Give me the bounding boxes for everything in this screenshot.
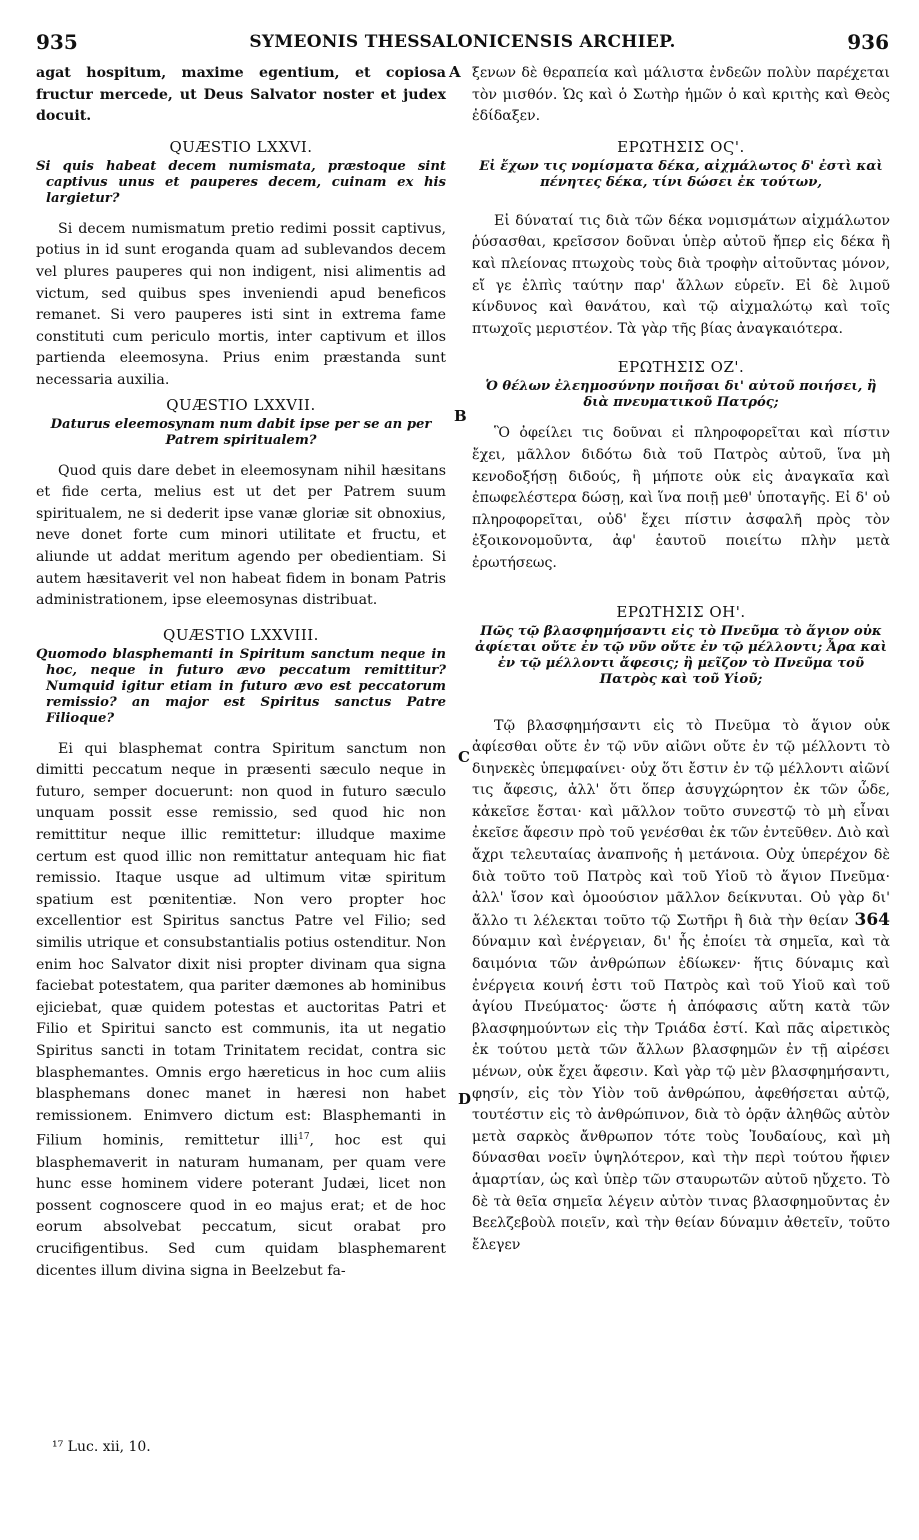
latin-q76-heading: QUÆSTIO LXXVI.	[169, 137, 313, 156]
greek-q78-title: Πῶς τῷ βλασφημήσαντι εἰς τὸ Πνεῦμα τὸ ἅγιον οὐκ ἀφίεται οὔτε ἐν τῷ νῦν οὔτε ἐν τῷ μέλλοντι; Ἆρα καὶ ἐν τῷ μέλλοντι ἄφεσις; ἢ μεῖζον τὸ Πνεῦμα τοῦ Πατρὸς καὶ τοῦ Υἱοῦ;	[475, 623, 887, 687]
latin-q77-title: Daturus eleemosynam num dabit ipse per se an per Patrem spiritualem?	[50, 416, 432, 448]
margin-marker-a: A	[449, 63, 461, 81]
latin-q78-body	[36, 739, 446, 1283]
greek-column	[472, 63, 890, 1256]
margin-marker-c: C	[458, 748, 470, 766]
latin-column	[36, 63, 446, 1282]
page-reference-number: 364	[854, 909, 890, 930]
latin-q77-body: Quod quis dare debet in eleemosynam nihil hæsitans et fide certa, melius est ut det per Patrem suum spiritualem, ne si dederit ipse vanæ gloriæ sit obnoxius, neve donet forte cum minori utilitate et fructu, et aliunde ut addat meritum agendo per obedientiam. Si autem hæsitaverit vel non habeat fidem in bonam Patris administrationem, ipse eleemosynas distribuat.	[36, 462, 446, 609]
footnote-mark: 17	[298, 1132, 310, 1143]
greek-q76-body: Εἰ δύναταί τις διὰ τῶν δέκα νομισμάτων αἰχμάλωτον ῥύσασθαι, κρεῖσσον δοῦναι ὑπὲρ αὐτοῦ ἤπερ εἰς δέκα ἢ καὶ πλείονας πτωχοὺς τοὺς διὰ τροφὴν αἰτοῦντας μόνον, εἴ γε ἐλπὶς ταύτην παρ' ἄλλων εὑρεῖν. Εἰ δὲ λιμοῦ κίνδυνος καὶ θανάτου, καὶ τῷ αἰχμαλώτῳ καὶ τοῖς πτωχοῖς μεριστέον. Τὰ γὰρ τῆς βίας ἀναγκαιότερα.	[472, 212, 890, 337]
greek-q76-title: Εἰ ἔχων τις νομίσματα δέκα, αἰχμάλωτος δ' ἐστὶ καὶ πένητες δέκα, τίνι δώσει ἐκ τούτων,	[479, 158, 883, 190]
greek-q76-heading: ΕΡΩΤΗΣΙΣ ΟϚ'.	[617, 137, 745, 156]
margin-marker-b: B	[454, 407, 467, 425]
greek-q77-title: Ὁ θέλων ἐλεημοσύνην ποιῆσαι δι' αὐτοῦ ποιήσει, ἢ διὰ πνευματικοῦ Πατρός;	[485, 379, 877, 411]
greek-q78-heading: ΕΡΩΤΗΣΙΣ ΟΗ'.	[616, 602, 746, 621]
greek-q78-body-part2: δύναμιν καὶ ἐνέργειαν, δι' ἧς ἐποίει τὰ σημεῖα, καὶ τὰ δαιμόνια τῶν ἀνθρώπων ἐδίωκεν· ἥτις δύναμις καὶ ἐνέργεια κοινή ἐστι τοῦ Πατρὸς καὶ τοῦ Υἱοῦ καὶ τοῦ ἁγίου Πνεύματος· ὥστε ἡ ἀπόφασις αὕτη κατὰ τῶν βλασφημούντων εἰς τὴν Τριάδα ἐστί. Καὶ πᾶς αἱρετικὸς ἐκ τούτου μετὰ τῶν ἄλλων βλασφημῶν ἐν τῇ αἱρέσει μένων, οὐκ ἔχει ἄφεσιν. Καὶ γὰρ τῷ μὲν βλασφημήσαντι, φησίν, εἰς τὸν Υἱὸν τοῦ ἀνθρώπου, ἀφεθήσεται αὐτῷ, τουτέστιν εἰς τὸ ἀνθρώπινον, διὰ τὸ ὁρᾷν ἀληθῶς αὐτὸν μετὰ σαρκὸς ἄνθρωπον τότε τοὺς Ἰουδαίους, καὶ μὴ δύνασθαι νοεῖν ὑψηλότερον, καὶ τὴν περὶ τούτου ἤφιεν ἁμαρτίαν, ὡς καὶ ὑπὲρ τῶν σταυρωτῶν αὐτοῦ ηὔχετο. Τὸ δὲ τὰ θεῖα σημεῖα λέγειν αὐτὸν τινας βλασφημοῦντας ἐν Βεελζεβοὺλ ποιεῖν, καὶ τὴν θείαν δύναμιν ἀθετεῖν, τοῦτο ἔλεγεν	[472, 934, 890, 1253]
latin-q78-body-part1: Ei qui blasphemat contra Spiritum sanctum non dimitti peccatum neque in præsenti sæculo neque in futuro, semper docuerunt: non quod in futuro sæculo unquam possit esse remissio, sed quod hic non remittitur neque illic remittetur: illudque maxime certum est quod illic non remittatur antequam hic fiat remissio. Itaque usque ad ultimum vitæ spiritum spatium est pœnitentiæ. Non vero propter hoc excellentior est Spiritus sanctus Patre vel Filio; sed similis utrique et consubstantialis potius ostenditur. Non enim hoc Salvator dixit nisi propter divinam qua signa faciebat potestatem, qua pariter dæmones ab hominibus ejiciebat, quæ quidem potestas et auctoritas Patri et Filio et Spiritui sancto est communis, ita ut negatio Spiritus sancti in totam Trinitatem recidat, contra sic blasphemantes. Omnis ergo hæreticus in hoc cum aliis blasphemans donec manet in hæresi non habet remissionem. Enimvero dictum est: Blasphemanti in Filium hominis, remittetur illi	[36, 740, 446, 1150]
right-page-number: 936	[847, 30, 889, 54]
latin-q78-body-part2: , hoc est qui blasphemaverit in naturam humanam, per quam vere hunc esse hominem videre poterant Judæi, licet non possent cognoscere quod in eo majus erat; et de hoc eorum absolvebat peccatum, sicut orabat pro crucifigentibus. Sed cum quidam blasphemarent dicentes illum divina signa in Beelzebut fa-	[36, 1133, 446, 1279]
latin-intro: agat hospitum, maxime egentium, et copiosa fructur mercede, ut Deus Salvator noster et judex docuit.	[36, 65, 446, 125]
greek-q78-body	[472, 716, 890, 1257]
latin-q76-body: Si decem numismatum pretio redimi possit captivus, potius in id sunt eroganda quam ad sublevandos decem vel plures pauperes qui non indigent, nisi alimentis ad victum, sed quibus spes inveniendi apud beneficos remanet. Si vero pauperes isti sint in extrema fame constituti cum periculo mortis, inter captivum et illos partienda eleemosyna. Prius enim præstanda sunt necessaria auxilia.	[36, 220, 446, 388]
latin-q78-heading: QUÆSTIO LXXVIII.	[163, 625, 319, 644]
greek-intro: ξενων δὲ θεραπεία καὶ μάλιστα ἐνδεῶν πολὺν παρέχεται τὸν μισθόν. Ὡς καὶ ὁ Σωτὴρ ἡμῶν ὁ καὶ κριτὴς καὶ Θεὸς ἐδίδαξεν.	[472, 65, 890, 125]
running-title: SYMEONIS THESSALONICENSIS ARCHIEP.	[249, 32, 676, 52]
running-header	[36, 30, 889, 56]
left-page-number: 935	[36, 30, 78, 54]
latin-q78-title: Quomodo blasphemanti in Spiritum sanctum neque in hoc, neque in futuro ævo peccatum remittitur? Numquid igitur etiam in futuro ævo est peccatorum remissio? an major est Spiritus sanctus Patre Filioque?	[36, 646, 446, 726]
footnote: ¹⁷ Luc. xii, 10.	[52, 1439, 151, 1455]
margin-marker-d: D	[458, 1090, 472, 1108]
greek-q77-heading: ΕΡΩΤΗΣΙΣ ΟΖ'.	[617, 358, 745, 377]
greek-q77-body: Ὃ ὀφείλει τις δοῦναι εἰ πληροφορεῖται καὶ πίστιν ἔχει, μᾶλλον διδότω διὰ τοῦ Πατρὸς αὐτοῦ, ἵνα μὴ κενοδοξήσῃ διδούς, ἢ μήποτε οὐκ εἰς ἀναγκαῖα καὶ ἐπωφελέστερα δώσῃ, καὶ ἵνα ποιῇ μεθ' ὑποταγῆς. Εἰ δ' οὐ πληροφορεῖται, οὐδ' ἔχει πίστιν ἀσφαλῆ πρὸς τὸν ἐξοικονομοῦντα, ἀφ' ἑαυτοῦ ποιείτω πλὴν μετὰ ἐρωτήσεως.	[472, 425, 890, 571]
latin-q76-title: Si quis habeat decem numismata, præstoque sint captivus unus et pauperes decem, cuinam ex his largietur?	[36, 158, 446, 206]
greek-q78-body-part1: Τῷ βλασφημήσαντι εἰς τὸ Πνεῦμα τὸ ἅγιον οὐκ ἀφίεσθαι οὔτε ἐν τῷ νῦν αἰῶνι οὔτε ἐν τῷ μέλλοντι τὸ διηνεκὲς ὑπεμφαίνει· οὐχ ὅτι ἔστιν ἐν τῷ μέλλοντι αἰῶνί τις ἄφεσις, ἀλλ' ὅτι ὅπερ ἀσυγχώρητον ἐκ τῶν ὧδε, κἀκεῖσε ἔσται· καὶ μᾶλλον τοῦτο συνεστῷ τὸ μὴ εἶναι ἐκεῖσε ἄφεσιν πρὸ τοῦ γενέσθαι ἐκ τῶν ἐντεῦθεν. Διὸ καὶ ἄχρι τελευταίας ἀναπνοῆς ἡ μετάνοια. Οὐχ ὑπερέχον δὲ διὰ τοῦτο τοῦ Πατρὸς καὶ τοῦ Υἱοῦ τὸ ἅγιον Πνεῦμα· ἀλλ' ἴσον καὶ ὁμοούσιον μᾶλλον δείκνυται. Οὐ γὰρ δι' ἄλλο τι λέλεκται τοῦτο τῷ Σωτῆρι ἢ διὰ τὴν θείαν	[472, 717, 890, 929]
latin-q77-heading: QUÆSTIO LXXVII.	[166, 395, 316, 414]
